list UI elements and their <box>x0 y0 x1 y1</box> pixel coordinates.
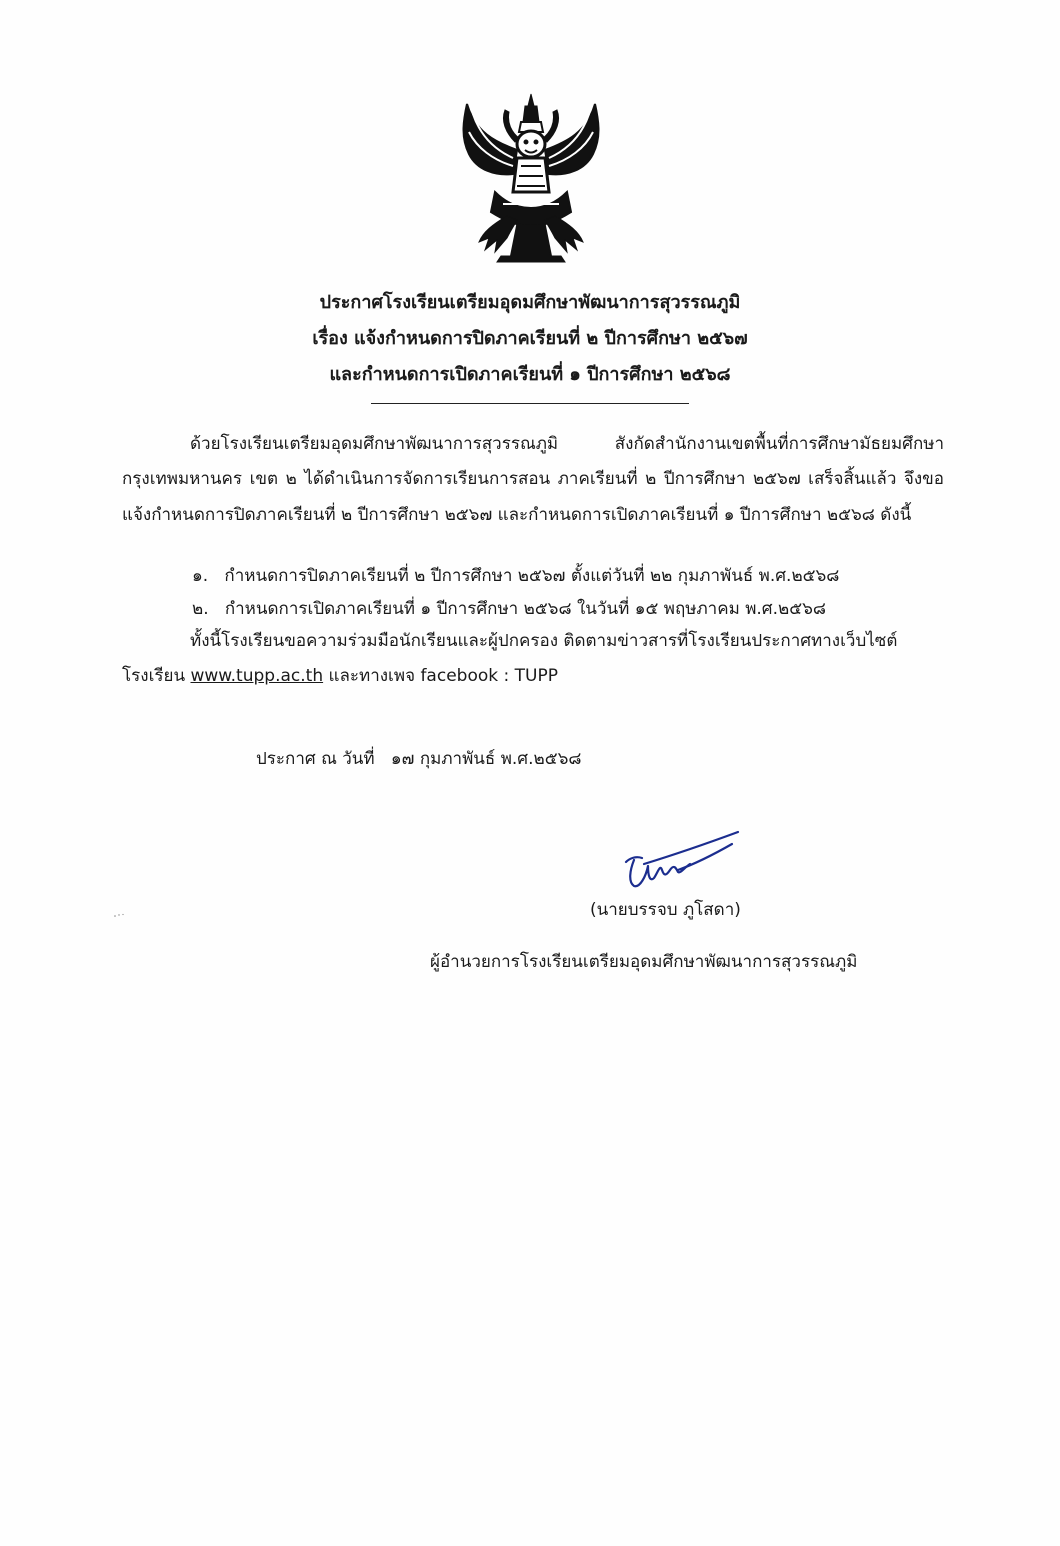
signer-name: (นายบรรจบ ภูโสดา) <box>590 900 741 920</box>
announcement-date: ๑๗ กุมภาพันธ์ พ.ศ.๒๕๖๘ <box>390 749 582 769</box>
garuda-emblem-icon <box>455 92 607 264</box>
website-link[interactable]: www.tupp.ac.th <box>190 666 324 686</box>
list-item <box>192 563 839 589</box>
closing-paragraph-continued <box>122 663 558 689</box>
signer-position: ผู้อำนวยการโรงเรียนเตรียมอุดมศึกษาพัฒนาการสุวรรณภูมิ <box>430 952 858 972</box>
announcement-date-line <box>256 746 581 772</box>
list-item-number: ๒. <box>192 599 209 619</box>
handwritten-signature-icon <box>620 826 750 898</box>
intro-paragraph: ด้วยโรงเรียนเตรียมอุดมศึกษาพัฒนาการสุวรรณภูมิ สังกัดสำนักงานเขตพื้นที่การศึกษามัธยมศึกษากรุงเทพมหานคร เขต ๒ ได้ดำเนินการจัดการเรียนการสอน ภาคเรียนที่ ๒ ปีการศึกษา ๒๕๖๗ เสร็จสิ้นแล้ว จึงขอแจ้งกำหนดการปิดภาคเรียนที่ ๒ ปีการศึกษา ๒๕๖๗ และกำหนดการเปิดภาคเรียนที่ ๑ ปีการศึกษา ๒๕๖๘ ดังนี้ <box>122 434 944 525</box>
announcement-subject-continued: และกำหนดการเปิดภาคเรียนที่ ๑ ปีการศึกษา ๒๕๖๘ <box>329 364 731 385</box>
announcement-title: ประกาศโรงเรียนเตรียมอุดมศึกษาพัฒนาการสุวรรณภูมิ <box>319 292 741 313</box>
list-item-number: ๑. <box>192 566 209 586</box>
list-item-text: กำหนดการเปิดภาคเรียนที่ ๑ ปีการศึกษา ๒๕๖๘ ในวันที่ ๑๕ พฤษภาคม พ.ศ.๒๕๖๘ <box>224 599 826 619</box>
list-item <box>192 596 826 622</box>
list-item-text: กำหนดการปิดภาคเรียนที่ ๒ ปีการศึกษา ๒๕๖๗ ตั้งแต่วันที่ ๒๒ กุมภาพันธ์ พ.ศ.๒๕๖๘ <box>224 566 840 586</box>
announcement-subject: เรื่อง แจ้งกำหนดการปิดภาคเรียนที่ ๒ ปีการศึกษา ๒๕๖๗ <box>312 328 748 349</box>
closing-paragraph: ทั้งนี้โรงเรียนขอความร่วมมือนักเรียนและผู้ปกครอง ติดตามข่าวสารที่โรงเรียนประกาศทางเว็บไซต์ <box>190 631 898 651</box>
closing-prefix: โรงเรียน <box>122 666 186 686</box>
closing-suffix: และทางเพจ facebook : TUPP <box>328 666 558 686</box>
announcement-date-label: ประกาศ ณ วันที่ <box>256 749 375 769</box>
title-divider <box>371 403 689 404</box>
paper-speck <box>113 913 127 917</box>
